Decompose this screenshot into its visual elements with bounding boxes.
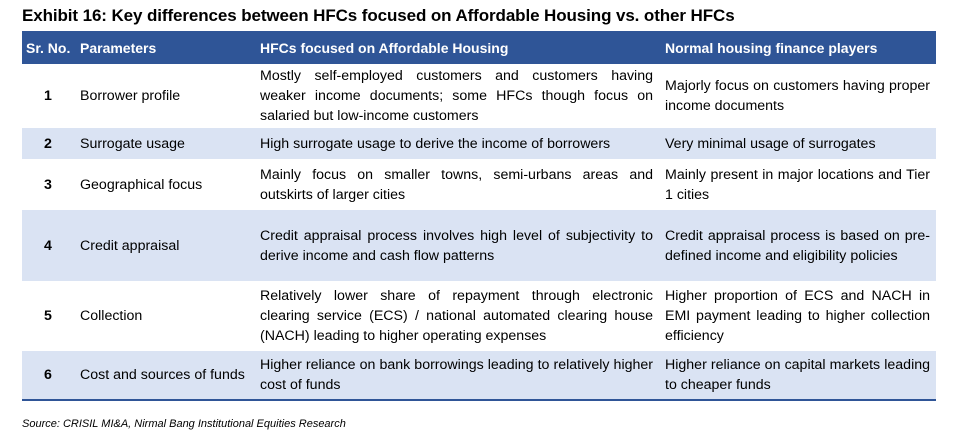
header-parameters: Parameters (74, 31, 254, 64)
row-parameter: Geographical focus (74, 159, 254, 210)
table-row (22, 64, 936, 128)
table-row (22, 210, 936, 281)
header-sr-no: Sr. No. (22, 31, 74, 64)
row-affordable: Mainly focus on smaller towns, semi-urbans areas and outskirts of larger cities (254, 159, 659, 210)
row-parameter: Credit appraisal (74, 210, 254, 281)
exhibit-title: Exhibit 16: Key differences between HFCs focused on Affordable Housing vs. other HFCs (22, 6, 735, 25)
row-parameter: Surrogate usage (74, 128, 254, 159)
row-affordable: High surrogate usage to derive the income of borrowers (254, 128, 659, 159)
row-sr-no: 6 (22, 351, 74, 400)
row-sr-no: 2 (22, 128, 74, 159)
row-normal: Very minimal usage of surrogates (659, 128, 936, 159)
source-note: Source: CRISIL MI&A, Nirmal Bang Institutional Equities Research (22, 418, 346, 430)
row-normal: Higher proportion of ECS and NACH in EMI payment leading to higher collection efficiency (659, 281, 936, 351)
row-parameter: Borrower profile (74, 64, 254, 128)
row-normal: Higher reliance on capital markets leading to cheaper funds (659, 351, 936, 400)
table-header-row (22, 31, 936, 64)
row-sr-no: 4 (22, 210, 74, 281)
row-normal: Credit appraisal process is based on pre-defined income and eligibility policies (659, 210, 936, 281)
table-row (22, 159, 936, 210)
row-sr-no: 3 (22, 159, 74, 210)
row-parameter: Cost and sources of funds (74, 351, 254, 400)
row-normal: Mainly present in major locations and Tier 1 cities (659, 159, 936, 210)
row-sr-no: 1 (22, 64, 74, 128)
header-affordable-hfcs: HFCs focused on Affordable Housing (254, 31, 659, 64)
table-row (22, 128, 936, 159)
table-row (22, 281, 936, 351)
row-sr-no: 5 (22, 281, 74, 351)
row-affordable: Relatively lower share of repayment through electronic clearing service (ECS) / national automated clearing house (NACH) leading to higher operating expenses (254, 281, 659, 351)
table-row (22, 351, 936, 400)
row-parameter: Collection (74, 281, 254, 351)
row-affordable: Credit appraisal process involves high level of subjectivity to derive income and cash flow patterns (254, 210, 659, 281)
row-affordable: Higher reliance on bank borrowings leading to relatively higher cost of funds (254, 351, 659, 400)
row-normal: Majorly focus on customers having proper income documents (659, 64, 936, 128)
comparison-table (22, 31, 936, 401)
row-affordable: Mostly self-employed customers and customers having weaker income documents; some HFCs though focus on salaried but low-income customers (254, 64, 659, 128)
header-normal-players: Normal housing finance players (659, 31, 936, 64)
